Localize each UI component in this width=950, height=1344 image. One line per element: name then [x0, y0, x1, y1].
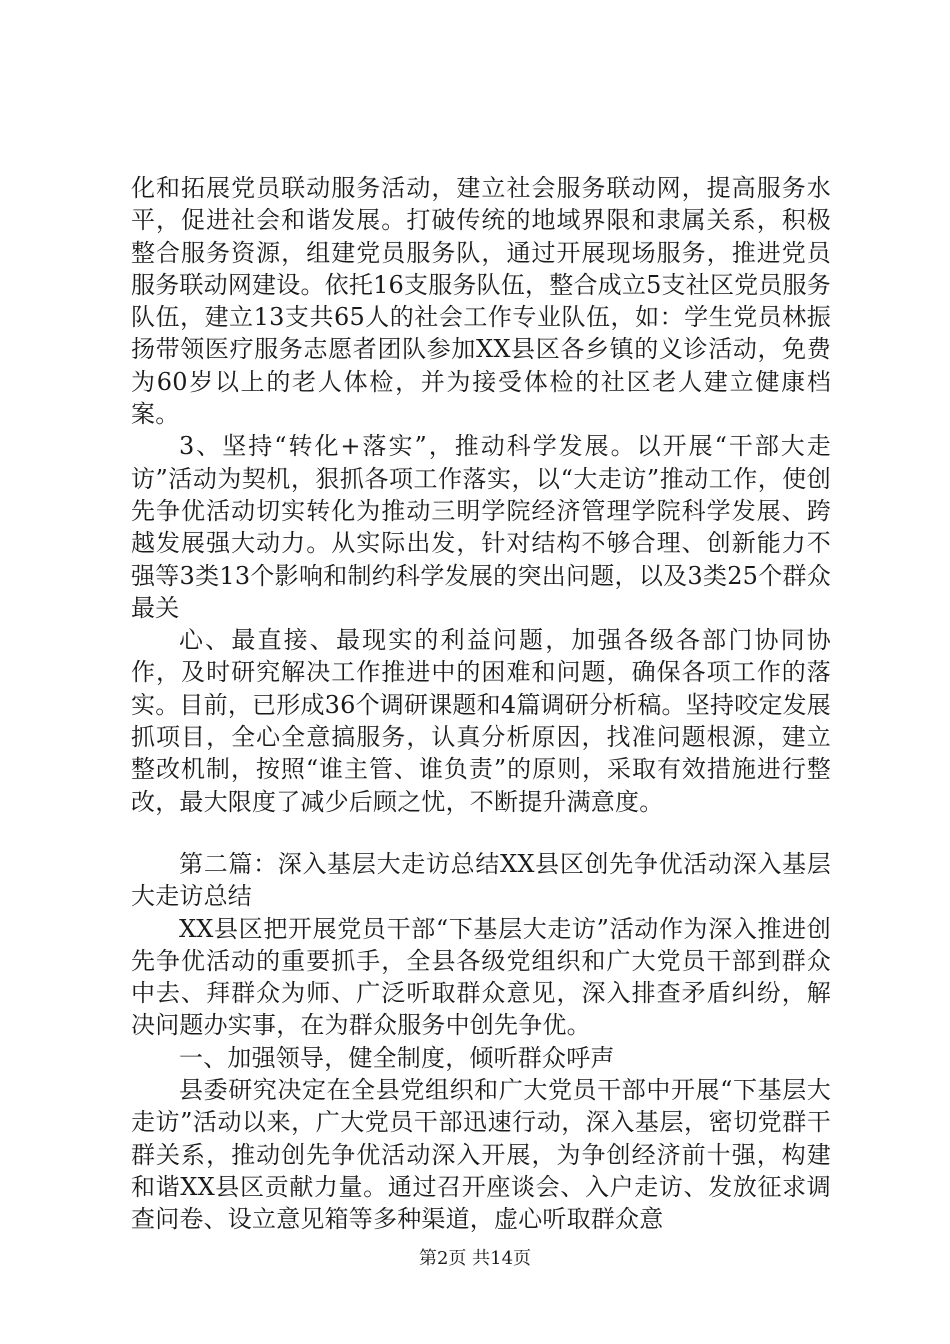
subheading-strengthen-leadership: 一、加强领导，健全制度，倾听群众呼声: [179, 1043, 615, 1072]
section-heading-part-two: 第二篇：深入基层大走访总结XX县区创先争优活动深入基层大走访总结: [131, 849, 831, 911]
document-body: [131, 172, 831, 1236]
paragraph-transform-implement: 3、坚持“转化+落实”，推动科学发展。以开展“干部大走访”活动为契机，狠抓各项工作落实，以“大走访”推动工作，使创先争优活动切实转化为推动三明学院经济管理学院科学发展、跨越发展强大动力。从实际出发，针对结构不够合理、创新能力不强等3类13个影响和制约科学发展的突出问题，以及3类25个群众最关: [131, 432, 831, 622]
page-footer: [0, 1244, 950, 1270]
paragraph-visit-intro: XX县区把开展党员干部“下基层大走访”活动作为深入推进创先争优活动的重要抓手，全县各级党组织和广大党员干部到群众中去、拜群众为师、广泛听取群众意见，深入排查矛盾纠纷，解决问题办实事，在为群众服务中创先争优。: [131, 914, 831, 1040]
page-number: 第2页 共14页: [418, 1248, 532, 1269]
paragraph-interest-issues: 心、最直接、最现实的利益问题，加强各级各部门协同协作，及时研究解决工作推进中的困难和问题，确保各项工作的落实。目前，已形成36个调研课题和4篇调研分析稿。坚持咬定发展抓项目，全心全意搞服务，认真分析原因，找准问题根源，建立整改机制，按照“谁主管、谁负责”的原则，采取有效措施进行整改，最大限度了减少后顾之忧，不断提升满意度。: [131, 626, 831, 816]
section-gap: [131, 818, 831, 848]
paragraph-county-decision: 县委研究决定在全县党组织和广大党员干部中开展“下基层大走访”活动以来，广大党员干部迅速行动，深入基层，密切党群干群关系，推动创先争优活动深入开展，为争创经济前十强，构建和谐XX县区贡献力量。通过召开座谈会、入户走访、发放征求调查问卷、设立意见箱等多种渠道，虚心听取群众意: [131, 1076, 831, 1234]
paragraph-service-network: 化和拓展党员联动服务活动，建立社会服务联动网，提高服务水平，促进社会和谐发展。打破传统的地域界限和隶属关系，积极整合服务资源，组建党员服务队，通过开展现场服务，推进党员服务联动网建设。依托16支服务队伍，整合成立5支社区党员服务队伍，建立13支共65人的社会工作专业队伍，如：学生党员林振扬带领医疗服务志愿者团队参加XX县区各乡镇的义诊活动，免费为60岁以上的老人体检，并为接受体检的社区老人建立健康档案。: [131, 174, 831, 429]
